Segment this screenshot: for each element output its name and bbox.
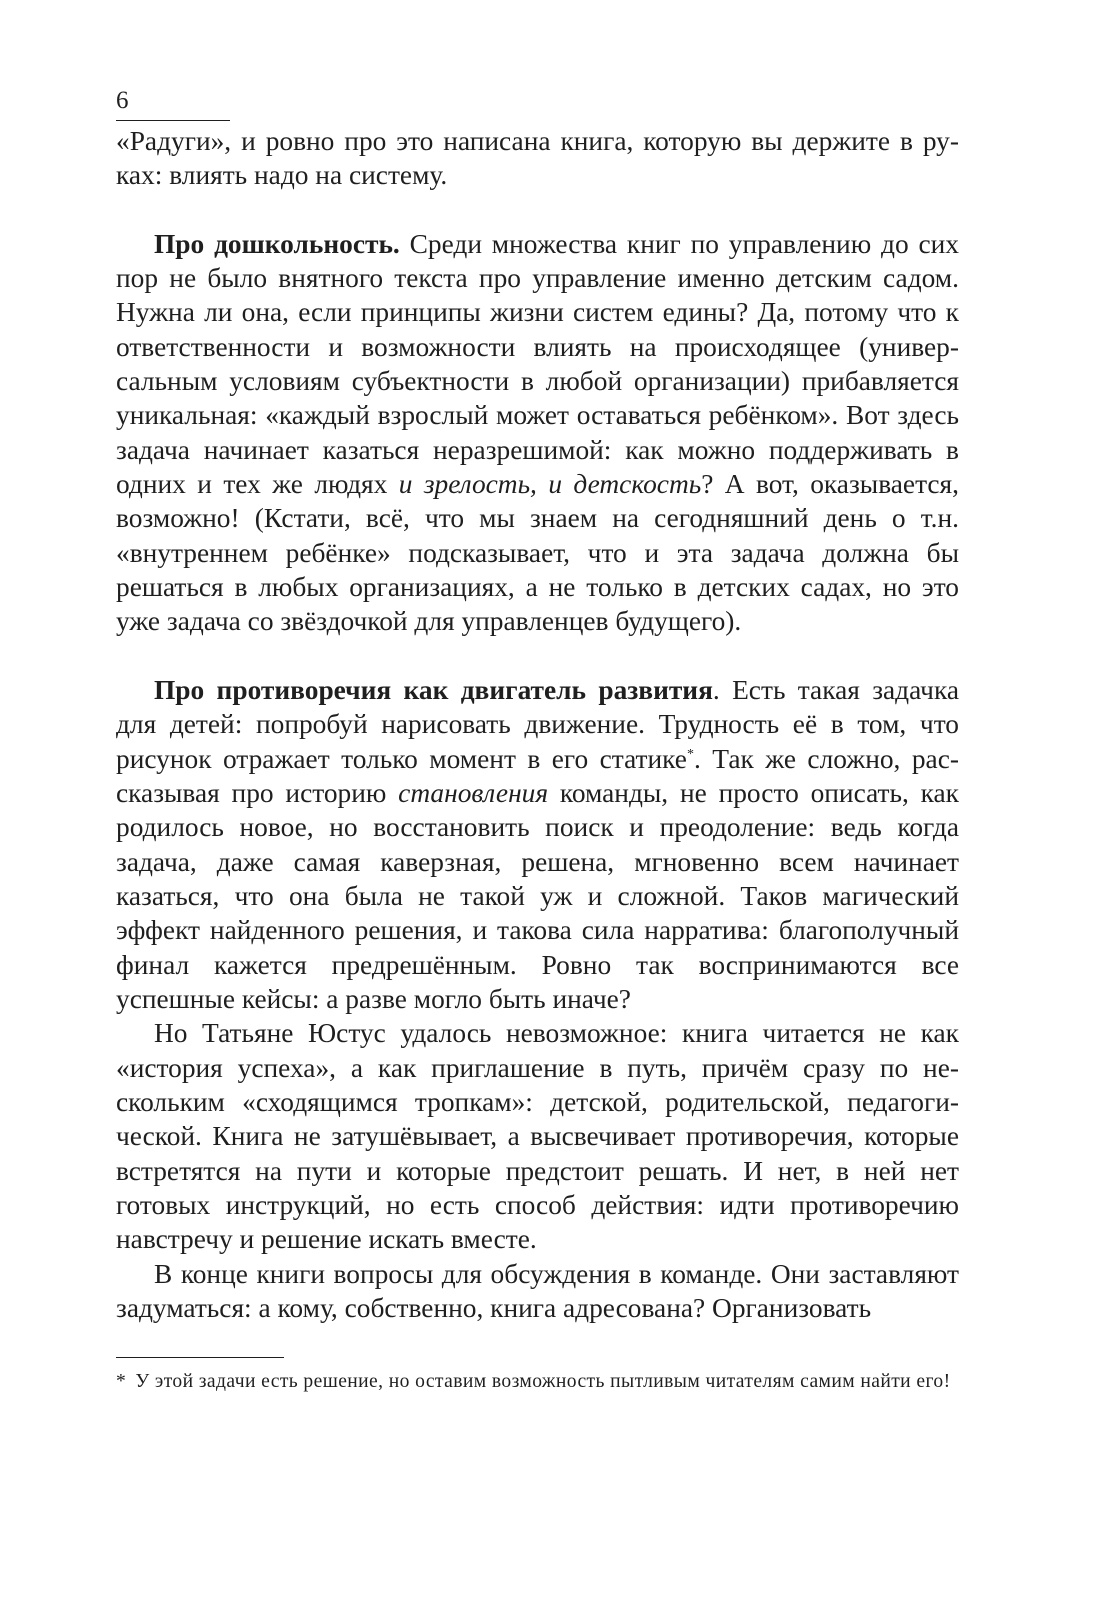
paragraph-text: ? А вот, оказывается, возможно! (Кстати, всё, что мы знаем на сегодняшний день о т.н. «внутреннем ребёнке» подсказывает, что и эта задача должна бы решаться в любых организациях, а не только в детских садах, но это уже задача со звёздочкой для управленцев будущего).	[116, 469, 959, 637]
footnote-reference: *	[686, 746, 694, 762]
paragraph-text: . Есть такая задачка для детей: попробуй нарисовать движение. Трудность её в том, что рисунок отражает только момент в его статике	[116, 674, 959, 774]
section-heading-contradictions: Про противоречия как двигатель развития	[154, 674, 713, 705]
paragraph-text: команды, не просто описать, как родилось новое, но восстановить поиск и преодоление: ведь когда задача, даже самая каверзная, решена, мгновенно всем начинает казаться, что она была не такой уж и сложной. Таков магический эффект найденного решения, и такова сила нарратива: благополучный финал кажется предрешённым. Ровно так воспринимаются все успешные кейсы: а разве могло быть иначе?	[116, 777, 959, 1014]
paragraph-preschool	[116, 227, 959, 639]
page-number-rule	[116, 120, 230, 121]
body-text	[116, 124, 959, 1325]
paragraph-text: . Так же сложно, рассказывая про историю	[116, 743, 959, 808]
italic-word: становления	[398, 777, 549, 808]
section-heading-preschool: Про дошкольность.	[154, 228, 400, 259]
page-number: 6	[116, 87, 129, 114]
footnote-mark: *	[116, 1371, 127, 1392]
paragraph-impossible: Но Татьяне Юстус удалось невозможное: книга читается не как «история успеха», а как приглашение в путь, причём сразу по нескольким «сходящимся тропкам»: детской, родительской, педагогической. Книга не затушёвывает, а высвечивает противоречия, которые встретятся на пути и которые предстоит решать. И нет, в ней нет готовых инструкций, но есть способ действия: идти противоречию навстречу и решение искать вместе.	[116, 1018, 959, 1255]
footnote-text: У этой задачи есть решение, но оставим возможность пытливым читателям самим найти его!	[135, 1371, 951, 1392]
section-gap	[116, 193, 959, 227]
paragraph-continued: «Радуги», и ровно про это написана книга, которую вы держите в руках: влиять надо на систему.	[116, 126, 959, 191]
footnote	[116, 1370, 959, 1394]
paragraph-questions: В конце книги вопросы для обсуждения в команде. Они заставляют задуматься: а кому, собственно, книга адресована? Организовать	[116, 1258, 959, 1323]
paragraph-text: Среди множества книг по управлению до сих пор не было внятного текста про управление именно детским садом. Нужна ли она, если принципы жизни систем едины? Да, потому что к ответственности и возможности влиять на происходящее (универсальным условиям субъектности в любой организации) прибавляется уникальная: «каждый взрослый может оставаться ребёнком». Вот здесь задача начинает казаться неразрешимой: как можно поддерживать в одних и тех же людях	[116, 228, 959, 500]
footnote-rule	[116, 1357, 284, 1358]
italic-phrase: и зрелость, и детскость	[398, 469, 702, 500]
paragraph-contradictions	[116, 673, 959, 1016]
section-gap	[116, 639, 959, 673]
